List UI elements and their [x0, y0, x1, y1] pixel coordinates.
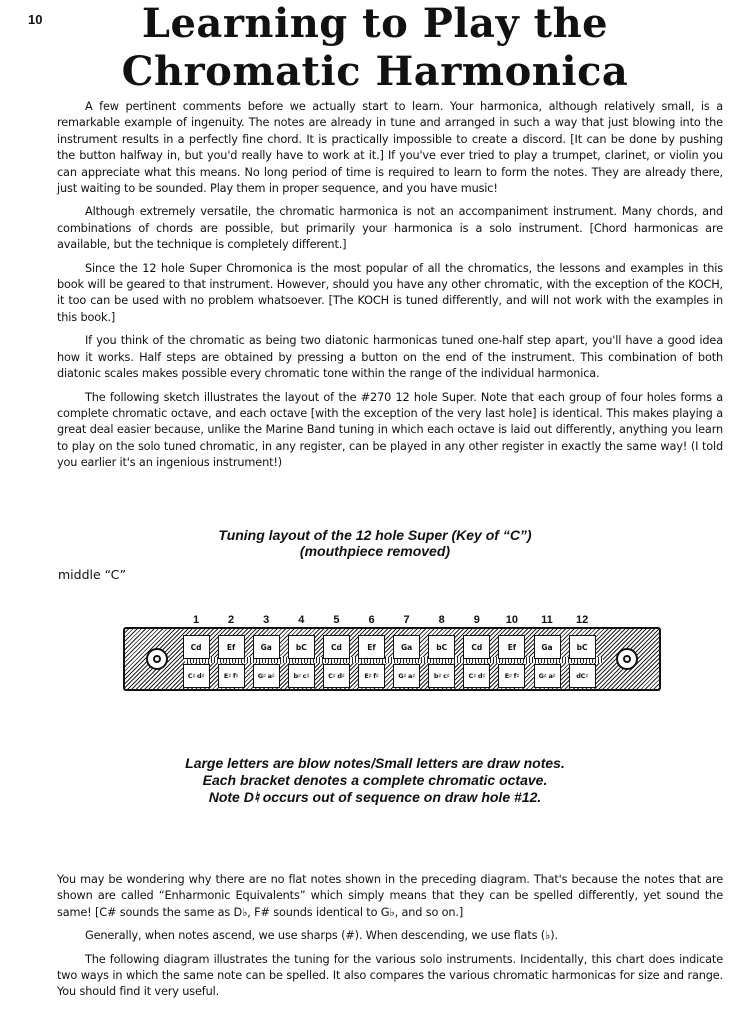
middle-c-label: middle “C”	[58, 567, 127, 582]
draw-note: b♯ c♯	[428, 664, 455, 688]
paragraph: The following diagram illustrates the tuning for the various solo instruments. Incidentally, this chart does indicate two ways in which the same note can be spelled. It also compares the various chromatic harmonicas for size and range. You should find it very useful.	[57, 952, 723, 999]
figure-caption	[0, 527, 750, 559]
paragraph: Since the 12 hole Super Chromonica is the most popular of all the chromatics, the lessons and examples in this book will be geared to that instrument. However, should you have any other chromatic, with the exception of the KOCH, it too can be used with no problem whatsoever. [The KOCH is tuned differently, and will not work with the examples in this book.]	[57, 261, 723, 324]
harmonica-diagram	[123, 627, 661, 691]
blow-note: Cd	[463, 635, 490, 659]
page-number: 10	[28, 12, 43, 27]
blow-note: bC	[288, 635, 315, 659]
hole-number: 1	[192, 614, 200, 626]
hole-number: 3	[263, 614, 270, 626]
hole-number: 7	[403, 614, 410, 626]
closing-text	[57, 872, 723, 1008]
title-line-2: Chromatic Harmonica	[121, 48, 629, 95]
draw-note: E♯ f♯	[498, 664, 525, 688]
draw-note: G♯ a♯	[534, 664, 561, 688]
blow-note: Ga	[253, 635, 280, 659]
paragraph: The following sketch illustrates the layout of the #270 12 hole Super. Note that each group of four holes forms a complete chromatic octave, and each octave [with the exception of the very last hole] is identical. This makes playing a great deal easier because, unlike the Marine Band tuning in which each octave is laid out differently, anything you learn to play on the solo tuned chromatic, in any register, can be played in any other register in exactly the same way! (I told you earlier it's an ingenious instrument!)	[57, 390, 723, 470]
paragraph: A few pertinent comments before we actually start to learn. Your harmonica, although relatively small, is a remarkable example of ingenuity. The notes are already in tune and arranged in such a way that just blowing into the instrument results in a perfectly fine chord. It is practically impossible to create a discord. [It can be done by pushing the button halfway in, but you'd really have to work at it.] If you've ever tried to play a trumpet, clarinet, or violin you can appreciate what this means. No long period of time is required to learn to form the notes. They are already there, just waiting to be sounded. Play them in proper sequence, and you have music!	[57, 100, 723, 196]
blow-note: Ga	[534, 635, 561, 659]
page-title	[0, 0, 750, 96]
figure-caption-line-1: Tuning layout of the 12 hole Super (Key of “C”)	[218, 527, 532, 543]
draw-note: E♯ f♯	[218, 664, 245, 688]
hole-number: 5	[333, 614, 340, 626]
draw-note: dC♯	[569, 664, 596, 688]
hole-number: 12	[575, 614, 589, 626]
blow-note: bC	[428, 635, 455, 659]
figure-caption-line-2: (mouthpiece removed)	[299, 543, 451, 559]
legend-line-2: Each bracket denotes a complete chromatic octave.	[202, 772, 548, 788]
blow-note: Ef	[498, 635, 525, 659]
hole-number: 9	[473, 614, 480, 626]
right-screw-icon	[616, 648, 638, 670]
paragraph: Generally, when notes ascend, we use sharps (#). When descending, we use flats (♭).	[85, 929, 558, 943]
blow-note: Cd	[183, 635, 210, 659]
paragraph: You may be wondering why there are no flat notes shown in the preceding diagram. That's because the notes that are shown are called “Enharmonic Equivalents” which simply means that they can be spelled differently, yet sound the same! [C# sounds the same as D♭, F# sounds identical to G♭, and so on.]	[57, 873, 723, 919]
blow-note: Ef	[358, 635, 385, 659]
draw-note: C♯ d♯	[183, 664, 210, 688]
left-screw-icon	[146, 648, 168, 670]
draw-note: C♯ d♯	[323, 664, 350, 688]
draw-note: C♯ d♯	[463, 664, 490, 688]
paragraph: If you think of the chromatic as being two diatonic harmonicas tuned one-half step apart, you'll have a good idea how it works. Half steps are obtained by pressing a button on the end of the instrument. This combination of both diatonic scales makes possible every chromatic tone within the range of the individual harmonica.	[57, 334, 723, 381]
draw-note: G♯ a♯	[253, 664, 280, 688]
hole-number: 8	[438, 614, 445, 626]
draw-note: G♯ a♯	[393, 664, 420, 688]
hole-number: 11	[541, 614, 553, 626]
blow-note: Ef	[218, 635, 245, 659]
draw-note: b♯ c♯	[288, 664, 315, 688]
hole-number: 10	[505, 614, 519, 626]
blow-note: bC	[569, 635, 596, 659]
diagram-legend	[0, 755, 750, 806]
paragraph: Although extremely versatile, the chromatic harmonica is not an accompaniment instrument. Many chords, and combinations of chords are possible, but primarily your harmonica is a solo instrument. [Chord harmonicas are available, but the technique is completely different.]	[57, 205, 723, 252]
intro-text	[57, 99, 723, 479]
title-line-1: Learning to Play the	[141, 0, 609, 47]
legend-line-1: Large letters are blow notes/Small letters are draw notes.	[185, 755, 565, 771]
blow-note: Cd	[323, 635, 350, 659]
blow-note: Ga	[393, 635, 420, 659]
hole-number: 4	[298, 614, 305, 626]
hole-number: 6	[368, 614, 375, 626]
hole-number: 2	[228, 614, 235, 626]
draw-note: E♯ f♯	[358, 664, 385, 688]
legend-line-3: Note D♮ occurs out of sequence on draw hole #12.	[208, 789, 542, 805]
